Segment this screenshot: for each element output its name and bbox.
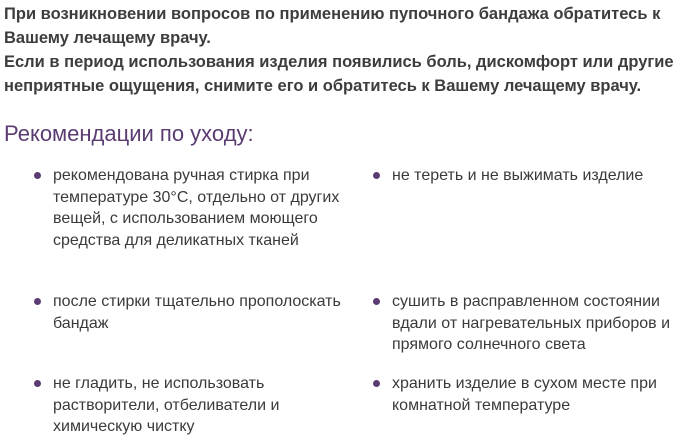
bullet-icon — [373, 172, 380, 179]
care-item-text: рекомендована ручная стирка при температуре 30°С, отдельно от других вещей, с использованием моющего средства для деликатных тканей — [53, 167, 340, 249]
bullet-icon — [34, 172, 41, 179]
care-item-text: не гладить, не использовать растворители, отбеливатели и химическую чистку — [53, 375, 280, 435]
care-item-rinse — [53, 291, 373, 334]
warning-text-discomfort: Если в период использования изделия появились боль, дискомфорт или другие неприятные ощущения, снимите его и обратитесь к Вашему лечащему врачу. — [4, 53, 674, 95]
bullet-icon — [34, 380, 41, 387]
care-item-no-iron — [53, 373, 373, 438]
care-item-text: хранить изделие в сухом месте при комнатной температуре — [392, 375, 657, 414]
bullet-icon — [373, 380, 380, 387]
bullet-icon — [373, 298, 380, 305]
care-item-text: не тереть и не выжимать изделие — [392, 167, 644, 184]
bullet-icon — [34, 298, 41, 305]
care-item-text: сушить в расправленном состоянии вдали от нагревательных приборов и прямого солнечного света — [392, 293, 671, 353]
care-item-hand-wash — [53, 165, 373, 251]
warning-block — [4, 2, 684, 98]
warning-text-consult: При возникновении вопросов по применению пупочного бандажа обратитесь к Вашему лечащему врачу. — [4, 5, 661, 47]
care-item-no-wring — [392, 165, 688, 187]
care-item-storage — [392, 373, 688, 416]
care-item-dry-flat — [392, 291, 688, 356]
care-item-text: после стирки тщательно прополоскать бандаж — [53, 293, 341, 332]
care-heading: Рекомендации по уходу: — [4, 121, 254, 146]
